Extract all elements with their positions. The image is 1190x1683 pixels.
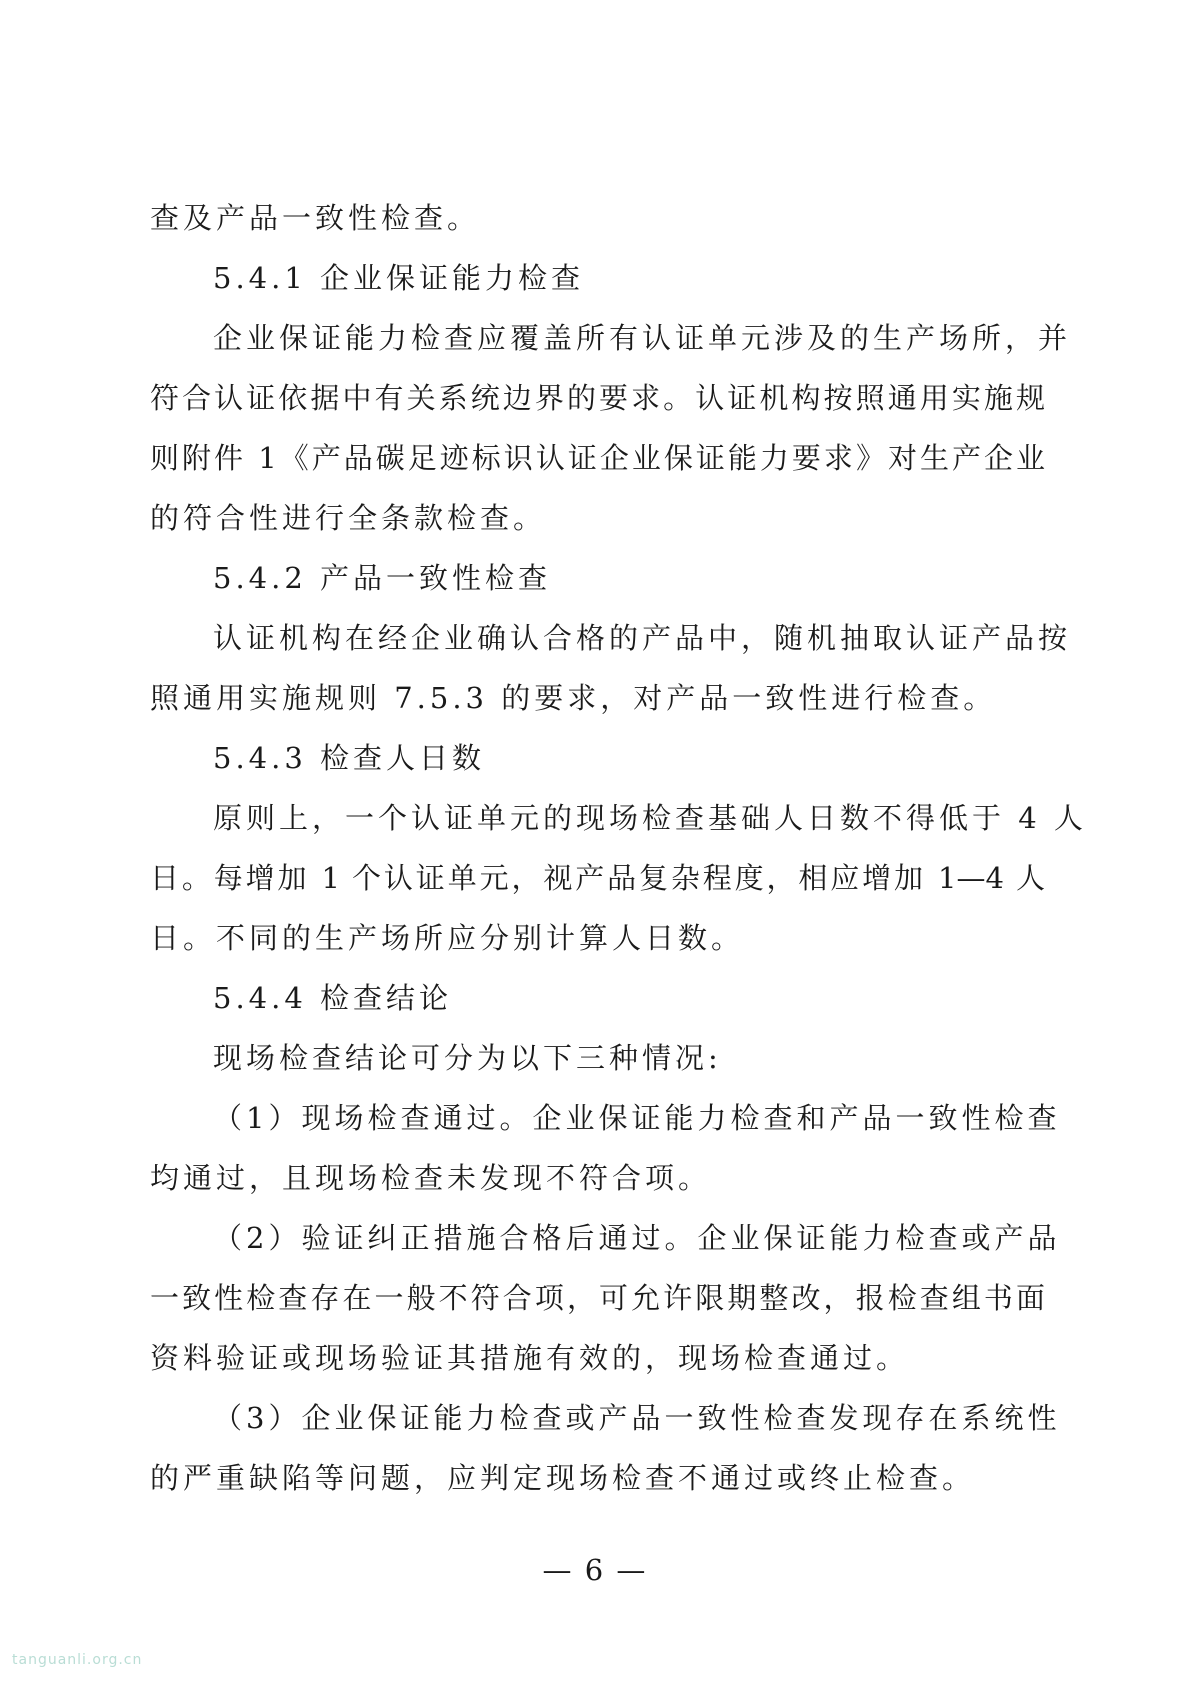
text-line: 现场检查结论可分为以下三种情况: bbox=[213, 1041, 722, 1075]
list-item-2: （2）验证纠正措施合格后通过。企业保证能力检查或产品 bbox=[213, 1221, 1061, 1255]
list-item-1: （1）现场检查通过。企业保证能力检查和产品一致性检查 bbox=[213, 1101, 1061, 1135]
text-line: 查及产品一致性检查。 bbox=[150, 201, 481, 235]
text-line: 均通过，且现场检查未发现不符合项。 bbox=[150, 1161, 712, 1195]
text-line: 则附件 1《产品碳足迹标识认证企业保证能力要求》对生产企业 bbox=[150, 441, 1045, 475]
text-line: 日。每增加 1 个认证单元，视产品复杂程度，相应增加 1—4 人 bbox=[150, 861, 1045, 895]
text-line: 企业保证能力检查应覆盖所有认证单元涉及的生产场所，并 bbox=[213, 321, 1072, 355]
watermark: tanguanli.org.cn bbox=[12, 1652, 143, 1668]
list-item-3: （3）企业保证能力检查或产品一致性检查发现存在系统性 bbox=[213, 1401, 1061, 1435]
section-heading-5-4-2: 5.4.2 产品一致性检查 bbox=[213, 561, 552, 595]
section-heading-5-4-1: 5.4.1 企业保证能力检查 bbox=[213, 261, 585, 295]
text-line: 的符合性进行全条款检查。 bbox=[150, 501, 547, 535]
text-line: 资料验证或现场验证其措施有效的，现场检查通过。 bbox=[150, 1341, 910, 1375]
text-line: 日。不同的生产场所应分别计算人日数。 bbox=[150, 921, 745, 955]
page-number: — 6 — bbox=[542, 1553, 648, 1587]
text-line: 一致性检查存在一般不符合项，可允许限期整改，报检查组书面 bbox=[150, 1281, 1045, 1315]
section-heading-5-4-3: 5.4.3 检查人日数 bbox=[213, 741, 486, 775]
text-line: 照通用实施规则 7.5.3 的要求，对产品一致性进行检查。 bbox=[150, 681, 997, 715]
section-heading-5-4-4: 5.4.4 检查结论 bbox=[213, 981, 453, 1015]
text-line: 的严重缺陷等问题，应判定现场检查不通过或终止检查。 bbox=[150, 1461, 976, 1495]
text-line: 符合认证依据中有关系统边界的要求。认证机构按照通用实施规 bbox=[150, 381, 1045, 415]
text-line: 认证机构在经企业确认合格的产品中，随机抽取认证产品按 bbox=[213, 621, 1072, 655]
text-line: 原则上，一个认证单元的现场检查基础人日数不得低于 4 人 bbox=[213, 801, 1087, 835]
